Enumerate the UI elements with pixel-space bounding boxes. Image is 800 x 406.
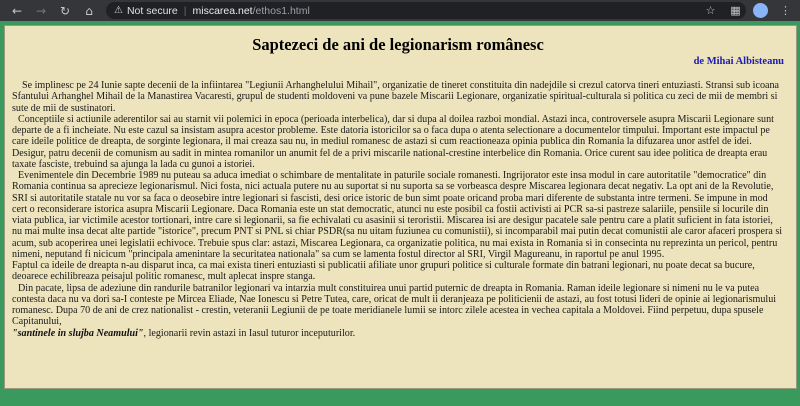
paragraph-2	[12, 114, 784, 170]
article-panel	[4, 25, 797, 389]
back-arrow-icon[interactable]: ←	[11, 3, 23, 18]
extensions-icon[interactable]: ▦	[730, 4, 741, 17]
avatar	[753, 3, 768, 18]
paragraph-5	[12, 283, 784, 339]
url-path: /ethos1.html	[252, 4, 310, 17]
paragraph-text: Conceptiile si actiunile aderentilor sai au starnit vii polemici in epoca (perioada interbelica), dar si dupa al doilea razboi mondial. Astazi inca, controversele asupra Miscarii Legionare sunt departe de a fi incheiate. Nu este cazul sa insistam asupra acestor probleme. Este datoria istoricilor sa o faca dupa o atenta selectionare a documentelor timpului. Important este impactul pe care ideile politice de dreapta, de sorginte legionara, il mai creaza sau nu, in mediul romanesc de astazi si cum reactioneaza opinia publica din Romania la difuzarea unor astfel de idei. Desigur, patru decenii de comunism au sadit in mintea romanilor un anumit fel de a privi miscarile national-crestine interbelice din Romania. Orice curent sau idee politica de dreapta erau taxate fasciste, trebuind sa ajunga la lada cu gunoi a istoriei.	[12, 113, 774, 170]
paragraph-text: Din pacate, lipsa de adeziune din randurile batranilor legionari va intarzia mult constituirea unui partid puternic de dreapta in Romania. Raman ideile legionare si nimeni nu le va putea contesta daca nu va dori sa-I conteste pe Mircea Eliade, Nae Ionescu si Petre Tutea, care, oricat de mult ii deranjeaza pe politicienii de astazi, au fost totusi lideri de opinie ai legionarismului romanesc. Dupa 70 de ani de crez nationalist - crestin, veteranii Legiunii de pe toate meridianele lumii se intorc zilele acestea in vechea capitala a Moldovei. Fiind perpetuu, dupa spusele Capitanului,	[12, 282, 777, 328]
paragraph-1	[12, 80, 784, 114]
menu-icon[interactable]: ⋮	[780, 4, 791, 17]
bookmark-star-icon[interactable]: ☆	[705, 4, 716, 17]
toolbar-actions	[702, 2, 794, 19]
warning-icon[interactable]: ⚠	[114, 5, 123, 16]
paragraph-text: Se implinesc pe 24 Iunie sapte decenii de la infiintarea "Legiunii Arhanghelului Mihail", organizatie de tineret constituita din nadejdile si crezul catorva tineri entuziasti. Stransi sub icoana Sfantului Arhanghel Mihail de la Manastirea Vacaresti, grupul de studenti moldoveni va pune bazele Miscarii Legionare, organizatie spiritual-culturala si politica cu zeci de mii de membri si sute de mii de sustinatori.	[12, 80, 779, 114]
security-label[interactable]: Not secure	[126, 4, 178, 17]
slogan-text: "santinele in slujba Neamului"	[12, 327, 144, 339]
author-byline: de Mihai Albisteanu	[693, 56, 784, 67]
paragraph-text: Faptul ca ideile de dreapta n-au disparut inca, ca mai exista tineri entuziasti si publicatii afiliate unor grupuri politice si culturale formate din batrani legionari, nu poate decat sa bucure, deoarece echilibreaza peisajul politic romanesc, mult aplecat inspre stanga.	[12, 260, 755, 283]
forward-arrow-icon[interactable]: →	[35, 3, 47, 18]
paragraph-text: Evenimentele din Decembrie 1989 nu puteau sa aduca imediat o schimbare de mentalitate in paturile sociale romanesti. Ingrijorator este insa modul in care autoritatile "democratice" din Romania continua sa aprecieze legionarismul. Nici fosta, nici actuala putere nu au suportat si nu suporta sa se vorbeasca despre Miscarea legionara decat negativ. La opt ani de la Revolutie, SRI si autoritatile statale nu vor sa faca o deosebire intre legionari si fascisti, desi orice istoric de bun simt poate oricand proba mari diferente de substanta intre termeni. Se impune in mod cert o reconsiderare istorica asupra Miscarii Legionare. Daca Romania este un stat democratic, atunci nu este posibil ca fostii activisti ai PCR sa-si pastreze salariile, pensiile si locurile din viata publica, iar victimile acestor tortionari, intre care si legionarii, sa fie echivalati cu asasinii si teroristii. Miscarea isi are desigur pacatele sale pentru care a platit suficient in fata istoriei, nu mai multe insa decat alte partide "istorice", precum PNT si PNL si chiar PSDR(sa nu uitam fuziunea cu comunistii), si incomparabil mai putin decat comunistii ale caror afaceri prospera si acum, sub acoperirea unei legislatii echivoce. Trebuie spus clar: astazi, Miscarea Legionara, ca organizatie politica, nu mai exista in Romania si in consecinta nu reprezinta un pericol, pentru nimeni, neputand fi nicicum "principala amenintare la securitatea nationala" sa cum se lamenta fostul director al SRI, Virgil Magureanu, in raportul pe anul 1995.	[12, 170, 783, 260]
address-separator: |	[183, 4, 187, 17]
profile-icon[interactable]	[752, 2, 769, 19]
page-title: Saptezeci de ani de legionarism românesc	[252, 35, 544, 54]
closing-text: , legionarii revin astazi in Iasul tuturor inceputurilor.	[143, 327, 356, 339]
paragraph-4	[12, 260, 784, 283]
home-icon[interactable]: ⌂	[85, 3, 93, 18]
paragraph-3	[12, 170, 784, 260]
address-bar[interactable]	[106, 2, 746, 19]
browser-toolbar	[0, 0, 800, 21]
page-background	[0, 21, 800, 406]
reload-icon[interactable]: ↻	[59, 3, 71, 18]
url-host: miscarea.net	[192, 4, 253, 17]
article-body	[12, 80, 784, 339]
